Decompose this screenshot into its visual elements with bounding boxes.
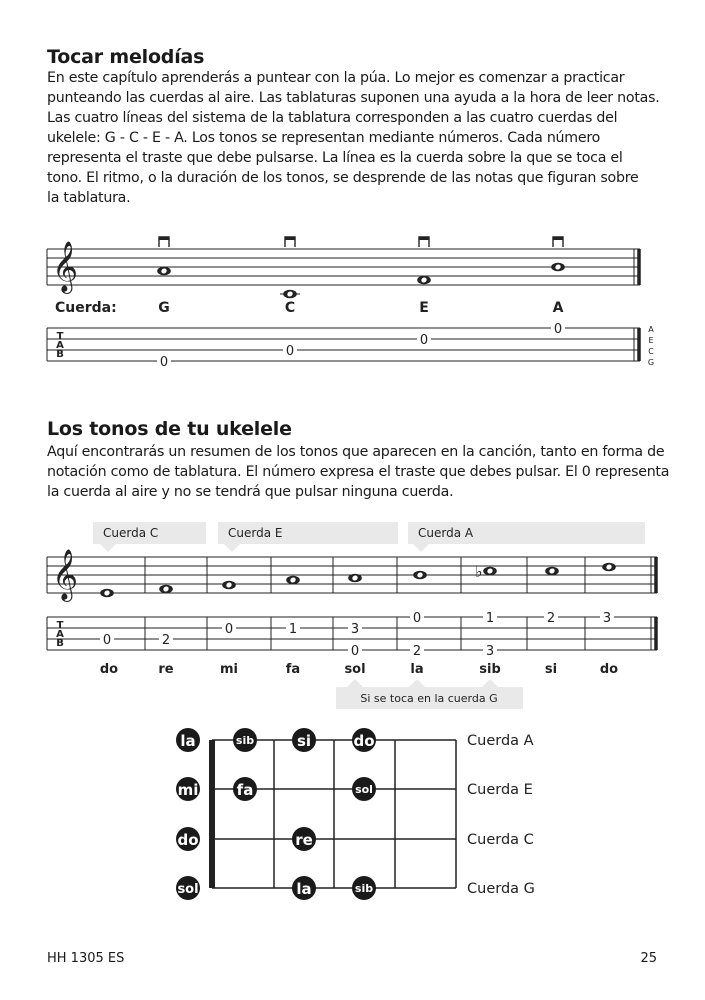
tab-fret-number: 0 [102, 633, 112, 648]
string-label-c: Cuerda C [467, 832, 534, 848]
tab-fret-number: 2 [546, 611, 556, 626]
note-name: sol [344, 662, 366, 677]
svg-text:Cuerda E: Cuerda E [228, 526, 283, 540]
note-dot-label: si [296, 732, 312, 750]
tab-letter: B [56, 638, 64, 649]
note-name: do [599, 662, 619, 677]
tab-string-name: C [648, 347, 654, 356]
string-label-e: Cuerda E [467, 782, 533, 798]
treble-clef-icon: 𝄞 [52, 549, 79, 600]
section-title-tonos-ukelele: Los tonos de tu ukelele [47, 418, 292, 440]
paragraph-line: tono. El ritmo, o la duración de los tonos, se desprende de las notas que figuran sobre [47, 170, 639, 186]
string-name-e: E [419, 300, 429, 316]
note-dot-label: sib [354, 882, 374, 895]
paragraph-line: En este capítulo aprenderás a puntear con la púa. Lo mejor es comenzar a practicar [47, 70, 625, 86]
note-dot-label: sol [355, 783, 373, 796]
tab-fret-number: 3 [602, 611, 612, 626]
tab-fret-number: 0 [159, 355, 169, 370]
cuerda-label: Cuerda: [55, 300, 117, 316]
svg-text:Cuerda A: Cuerda A [418, 526, 474, 540]
note-dot-label: fa [236, 781, 254, 799]
tab-fret-number: 0 [412, 611, 422, 626]
tab-fret-number: 0 [285, 344, 295, 359]
tab-fret-number: 0 [419, 333, 429, 348]
tab-string-name: E [648, 336, 654, 345]
note-dot-label: mi [177, 781, 199, 799]
paragraph-line: representa el traste que debe pulsarse. La línea es la cuerda sobre la que se toca el [47, 150, 623, 166]
string-name-a: A [552, 300, 564, 316]
note-name: si [544, 662, 558, 677]
paragraph-line: notación como de tablatura. El número expresa el traste que debes pulsar. El 0 representa [47, 464, 670, 480]
note-dot-label: la [180, 732, 196, 750]
tab-fret-number: 2 [412, 644, 422, 659]
note-name: do [99, 662, 119, 677]
string-name-g: G [158, 300, 170, 316]
tab-fret-number: 3 [350, 622, 360, 637]
note-dot-label: sib [235, 734, 255, 747]
note-name: mi [219, 662, 239, 677]
note-dot-label: re [295, 831, 313, 849]
tab-letter: A [56, 340, 64, 351]
paragraph-line: Las cuatro líneas del sistema de la tablatura corresponden a las cuatro cuerdas del [47, 110, 618, 126]
treble-clef-icon: 𝄞 [52, 241, 79, 292]
tab-fret-number: 0 [553, 322, 563, 337]
string-name-c: C [284, 300, 296, 316]
paragraph-line: la tablatura. [47, 190, 131, 206]
fretboard-grid [209, 740, 456, 888]
tab-fret-number: 2 [161, 633, 171, 648]
note-dot-label: sol [177, 882, 199, 897]
tab-fret-number: 1 [288, 622, 298, 637]
footer-code: HH 1305 ES [47, 951, 125, 966]
note-dot-label: do [353, 732, 375, 750]
note-name: fa [285, 662, 301, 677]
svg-text:Si se toca en la cuerda G: Si se toca en la cuerda G [360, 692, 498, 705]
tab-letter: B [56, 349, 64, 360]
tab-fret-number: 3 [485, 644, 495, 659]
tab-fret-number: 1 [485, 611, 495, 626]
paragraph-line: la cuerda al aire y no se tendrá que pulsar ninguna cuerda. [47, 484, 454, 500]
note-name: re [158, 662, 174, 677]
note-dot-label: do [177, 831, 199, 849]
paragraph-line: punteando las cuerdas al aire. Las tablaturas suponen una ayuda a la hora de leer notas. [47, 90, 660, 106]
tab-letter: A [56, 629, 64, 640]
note-dot-label: la [296, 880, 312, 898]
string-label-a: Cuerda A [467, 733, 534, 749]
paragraph-line: ukelele: G - C - E - A. Los tonos se representan mediante números. Cada número [47, 130, 601, 146]
tab-fret-number: 0 [224, 622, 234, 637]
paragraph-line: Aquí encontrarás un resumen de los tonos que aparecen en la canción, tanto en forma de [47, 444, 665, 460]
tab-string-name: A [648, 325, 654, 334]
note-name: la [410, 662, 424, 677]
tab-letter: T [56, 620, 64, 631]
flat-sign-icon: ♭ [475, 562, 483, 581]
section-title-tocar-melodias: Tocar melodías [47, 46, 205, 68]
note-name: sib [479, 662, 501, 677]
svg-text:Cuerda C: Cuerda C [103, 526, 159, 540]
tab-letter: T [56, 331, 64, 342]
page-number: 25 [640, 951, 657, 966]
string-label-g: Cuerda G [467, 881, 535, 897]
tab-string-name: G [647, 358, 655, 367]
tab-fret-number: 0 [350, 644, 360, 659]
